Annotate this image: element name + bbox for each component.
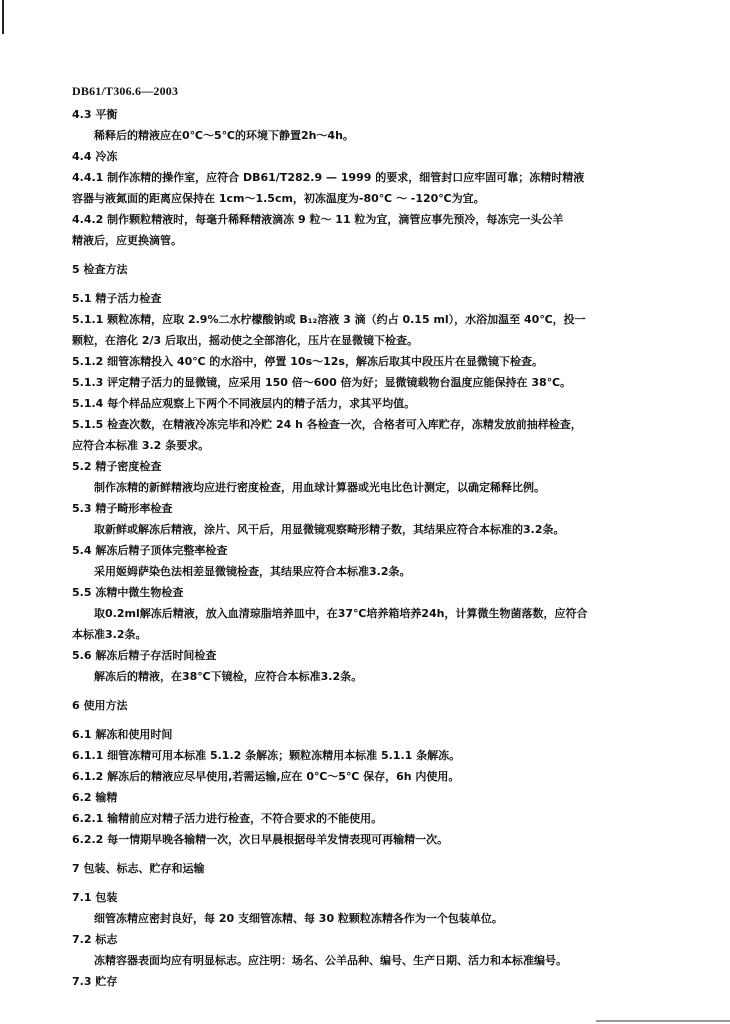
paragraph-line: 本标准3.2条。 xyxy=(72,628,147,641)
subsection-heading: 5.4 解冻后精子顶体完整率检查 xyxy=(72,544,228,557)
clause-line: 4.4.2 制作颗粒精液时，每毫升稀释精液滴冻 9 粒～ 11 粒为宜，滴管应事先预冷，每冻完一头公羊 xyxy=(72,213,564,226)
subsection-heading: 5.1 精子活力检查 xyxy=(72,292,162,305)
subsection-heading: 5.5 冻精中微生物检查 xyxy=(72,586,184,599)
clause-line: 颗粒，在溶化 2/3 后取出，摇动使之全部溶化，压片在显微镜下检查。 xyxy=(72,334,418,347)
subsection-heading: 4.3 平衡 xyxy=(72,108,118,121)
paragraph-line: 采用姬姆萨染色法相差显微镜检查，其结果应符合本标准3.2条。 xyxy=(94,565,411,578)
subsection-heading: 7.1 包装 xyxy=(72,891,118,904)
subsection-heading: 7.2 标志 xyxy=(72,933,118,946)
clause-line: 5.1.3 评定精子活力的显微镜，应采用 150 倍～600 倍为好；显微镜载物台温度应能保持在 38℃。 xyxy=(72,376,572,389)
clause-line: 精液后，应更换滴管。 xyxy=(72,234,182,247)
clause-line: 应符合本标准 3.2 条要求。 xyxy=(72,439,210,452)
subsection-heading: 7.3 贮存 xyxy=(72,975,118,988)
clause-line: 5.1.2 细管冻精投入 40℃ 的水浴中，停置 10s～12s，解冻后取其中段压片在显微镜下检查。 xyxy=(72,355,543,368)
paragraph-line: 稀释后的精液应在0℃～5℃的环境下静置2h～4h。 xyxy=(94,129,354,142)
section-heading: 6 使用方法 xyxy=(72,699,128,712)
subsection-heading: 4.4 冷冻 xyxy=(72,150,118,163)
paragraph-line: 制作冻精的新鲜精液均应进行密度检查，用血球计算器或光电比色计测定，以确定稀释比例。 xyxy=(94,481,545,494)
scan-edge-mark xyxy=(596,1020,730,1022)
document-id-header: DB61/T306.6—2003 xyxy=(72,84,179,98)
clause-line: 6.2.1 输精前应对精子活力进行检查，不符合要求的不能使用。 xyxy=(72,812,383,825)
clause-line: 容器与液氮面的距离应保持在 1cm～1.5cm，初冻温度为-80℃ ～ -120℃为宜。 xyxy=(72,192,485,205)
paragraph-line: 解冻后的精液，在38℃下镜检，应符合本标准3.2条。 xyxy=(94,670,363,683)
subsection-heading: 6.1 解冻和使用时间 xyxy=(72,728,173,741)
clause-line: 4.4.1 制作冻精的操作室，应符合 DB61/T282.9 — 1999 的要求，细管封口应牢固可靠；冻精时精液 xyxy=(72,171,585,184)
clause-line: 5.1.1 颗粒冻精，应取 2.9%二水柠檬酸钠或 B₁₂溶液 3 滴（约占 0.15 ml），水浴加温至 40℃，投一 xyxy=(72,313,586,326)
subsection-heading: 6.2 输精 xyxy=(72,791,118,804)
clause-line: 5.1.5 检查次数，在精液冷冻完毕和冷贮 24 h 各检查一次，合格者可入库贮存，冻精发放前抽样检查， xyxy=(72,418,582,431)
clause-line: 6.2.2 每一情期早晚各输精一次，次日早晨根据母羊发情表现可再输精一次。 xyxy=(72,833,449,846)
section-heading: 7 包装、标志、贮存和运输 xyxy=(72,862,205,875)
clause-line: 6.1.2 解冻后的精液应尽早使用,若需运输,应在 0℃～5℃ 保存，6h 内使用。 xyxy=(72,770,460,783)
paragraph-line: 细管冻精应密封良好，每 20 支细管冻精、每 30 粒颗粒冻精各作为一个包装单位。 xyxy=(94,912,503,925)
subsection-heading: 5.3 精子畸形率检查 xyxy=(72,502,173,515)
subsection-heading: 5.6 解冻后精子存活时间检查 xyxy=(72,649,217,662)
clause-line: 5.1.4 每个样品应观察上下两个不同液层内的精子活力，求其平均值。 xyxy=(72,397,416,410)
subsection-heading: 5.2 精子密度检查 xyxy=(72,460,162,473)
paragraph-line: 取新鲜或解冻后精液，涂片、风干后，用显微镜观察畸形精子数，其结果应符合本标准的3.2条。 xyxy=(94,523,565,536)
paragraph-line: 冻精容器表面均应有明显标志。应注明：场名、公羊品种、编号、生产日期、活力和本标准编号。 xyxy=(94,954,567,967)
document-body xyxy=(72,104,664,992)
scan-edge-mark xyxy=(2,0,4,34)
clause-line: 6.1.1 细管冻精可用本标准 5.1.2 条解冻；颗粒冻精用本标准 5.1.1 条解冻。 xyxy=(72,749,461,762)
paragraph-line: 取0.2ml解冻后精液，放入血清琼脂培养皿中，在37℃培养箱培养24h，计算微生物菌落数，应符合 xyxy=(94,607,588,620)
section-heading: 5 检查方法 xyxy=(72,263,128,276)
